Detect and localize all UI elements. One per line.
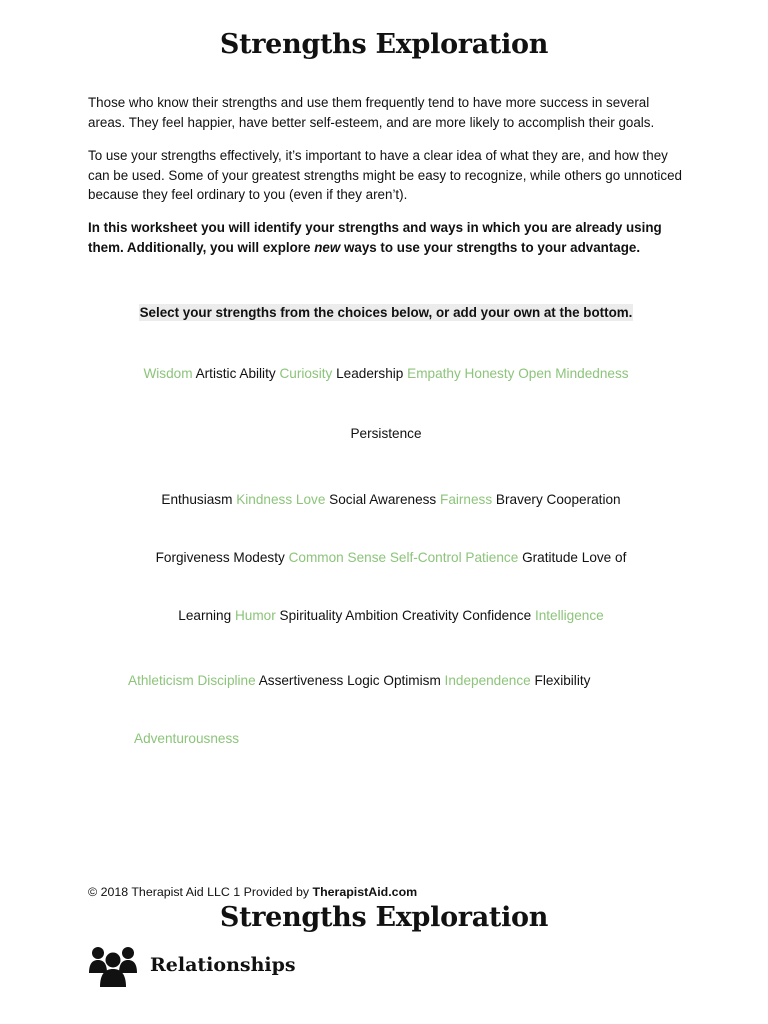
- intro-p3-emphasis: new: [314, 239, 341, 255]
- strength-option[interactable]: Forgiveness Modesty: [155, 550, 285, 565]
- group-people-icon: [88, 943, 138, 987]
- intro-paragraph-3: [88, 218, 683, 257]
- intro-p3-start: In this worksheet you will identify your strengths and ways in which you are already using them. Additionally, you will explore: [88, 220, 662, 255]
- page-title-repeat: Strengths Exploration: [219, 902, 549, 933]
- strength-option[interactable]: Artistic Ability: [195, 366, 276, 381]
- relationships-heading: Relationships: [150, 954, 296, 976]
- strength-option[interactable]: Independence: [444, 673, 531, 688]
- strength-row-1: [0, 365, 768, 383]
- strength-option[interactable]: Bravery Cooperation: [495, 492, 621, 507]
- strength-option[interactable]: Gratitude Love of: [522, 550, 627, 565]
- strength-option[interactable]: Kindness Love: [236, 492, 326, 507]
- strength-option[interactable]: Learning: [178, 608, 232, 623]
- strength-row-3: [0, 491, 768, 509]
- relationships-section-header: [88, 943, 296, 987]
- strength-option[interactable]: Adventurousness: [134, 731, 240, 746]
- strength-row-4: [0, 549, 768, 567]
- footer-copyright-text: © 2018 Therapist Aid LLC 1 Provided by: [88, 885, 313, 899]
- strength-row-5: [0, 607, 768, 625]
- strength-option[interactable]: Flexibility: [534, 673, 591, 688]
- strength-row-6: [128, 672, 590, 690]
- strength-option[interactable]: Common Sense Self-Control Patience: [288, 550, 519, 565]
- footer-copyright: [88, 885, 417, 899]
- strength-option[interactable]: Curiosity: [279, 366, 333, 381]
- strength-option[interactable]: Social Awareness: [329, 492, 437, 507]
- strength-option[interactable]: Leadership: [336, 366, 404, 381]
- strength-option[interactable]: Humor: [234, 608, 276, 623]
- strength-option[interactable]: Persistence: [350, 426, 422, 441]
- footer-site-link[interactable]: TherapistAid.com: [312, 885, 418, 899]
- strength-option[interactable]: Assertiveness Logic Optimism: [258, 673, 441, 688]
- strength-option[interactable]: Wisdom: [143, 366, 193, 381]
- strength-option[interactable]: Empathy Honesty Open Mindedness: [407, 366, 629, 381]
- strength-option[interactable]: Intelligence: [534, 608, 604, 623]
- strength-option[interactable]: Enthusiasm: [161, 492, 233, 507]
- intro-paragraph-2: To use your strengths effectively, it’s important to have a clear idea of what they are, and how they can be used. Some of your greatest strengths might be easy to recognize, while others go unnoticed because they feel ordinary to you (even if they aren’t).: [88, 148, 683, 202]
- strength-row-7: [134, 730, 239, 748]
- strength-option[interactable]: Spirituality Ambition Creativity Confidence: [279, 608, 532, 623]
- strength-option[interactable]: Athleticism Discipline: [128, 673, 256, 688]
- intro-paragraph-1: Those who know their strengths and use them frequently tend to have more success in several areas. They feel happier, have better self-esteem, and are more likely to accomplish their goals.: [88, 95, 655, 130]
- page-title: Strengths Exploration: [219, 29, 549, 60]
- instruction-text: Select your strengths from the choices below, or add your own at the bottom.: [139, 305, 633, 320]
- strength-row-2: [0, 425, 768, 443]
- intro-p3-end: ways to use your strengths to your advantage.: [340, 239, 641, 255]
- strength-option[interactable]: Fairness: [440, 492, 493, 507]
- instruction-banner: [0, 305, 768, 320]
